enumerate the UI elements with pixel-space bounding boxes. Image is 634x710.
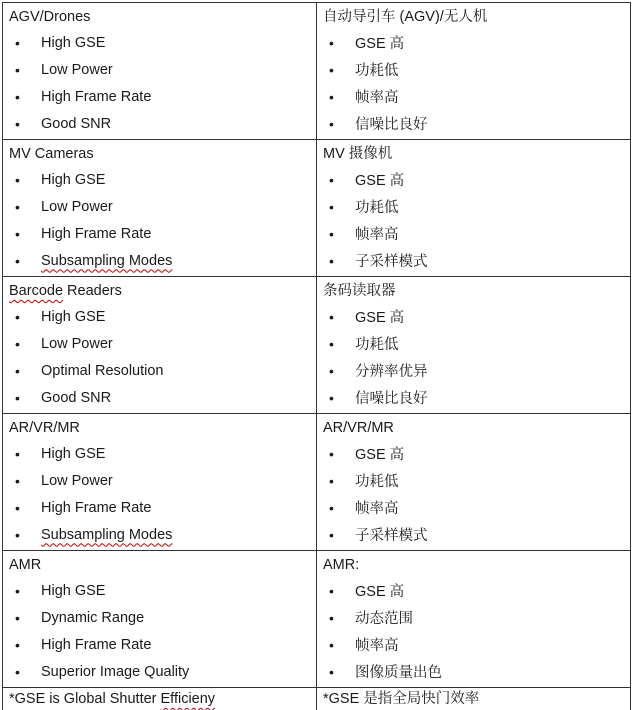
list-item — [9, 166, 310, 193]
list-item — [9, 247, 310, 274]
cell-mv-cameras-en — [3, 140, 317, 277]
bullet-text: 子采样模式 — [355, 254, 428, 270]
list-item — [323, 166, 624, 193]
bullet-text: High GSE — [41, 171, 106, 188]
bullet-text: Good SNR — [41, 115, 112, 132]
list-item — [9, 83, 310, 110]
list-item — [323, 330, 624, 357]
list-item — [323, 193, 624, 220]
bullet-icon: • — [15, 389, 20, 406]
list-item — [9, 494, 310, 521]
cell-agv-drones-zh — [317, 3, 631, 140]
bullet-icon: • — [15, 472, 20, 489]
bullet-icon: • — [329, 61, 334, 78]
bullet-icon: • — [329, 225, 334, 242]
bullet-text: High GSE — [41, 445, 106, 462]
list-item — [323, 440, 624, 467]
cell-ar-vr-mr-zh — [317, 414, 631, 551]
list-item — [323, 604, 624, 631]
table-row — [3, 414, 631, 551]
list-item — [9, 56, 310, 83]
cell-mv-cameras-zh — [317, 140, 631, 277]
bullet-icon: • — [329, 115, 334, 132]
bullet-text: Low Power — [41, 61, 113, 78]
row-header: 条码读取器 — [323, 283, 396, 299]
bullet-text: Low Power — [41, 335, 113, 352]
bullet-icon: • — [15, 499, 20, 516]
bullet-icon: • — [15, 636, 20, 653]
table-row — [3, 3, 631, 140]
list-item — [323, 83, 624, 110]
footnote-zh: *GSE 是指全局快门效率 — [317, 688, 631, 710]
bullet-icon: • — [329, 526, 334, 543]
bullet-icon: • — [329, 663, 334, 680]
bullet-text: Good SNR — [41, 389, 112, 406]
bullet-icon: • — [15, 61, 20, 78]
list-item — [9, 521, 310, 548]
bullet-text: High Frame Rate — [41, 225, 152, 242]
bullet-text: 帧率高 — [355, 227, 399, 243]
list-item — [323, 577, 624, 604]
footnote-text: *GSE is Global Shutter — [9, 691, 161, 707]
bullet-icon: • — [329, 308, 334, 325]
bullet-text: Low Power — [41, 198, 113, 215]
bullet-icon: • — [15, 445, 20, 462]
row-header — [9, 279, 310, 303]
list-item — [9, 604, 310, 631]
list-item — [323, 303, 624, 330]
bullet-icon: • — [329, 252, 334, 269]
bullet-icon: • — [15, 115, 20, 132]
bullet-icon: • — [329, 499, 334, 516]
cell-ar-vr-mr-en — [3, 414, 317, 551]
list-item — [9, 577, 310, 604]
footnote-row — [3, 688, 631, 710]
bullet-text: GSE 高 — [355, 447, 405, 463]
table-row — [3, 277, 631, 414]
list-item — [323, 494, 624, 521]
list-item — [9, 110, 310, 137]
bullet-icon: • — [15, 335, 20, 352]
list-item — [9, 440, 310, 467]
list-item — [9, 357, 310, 384]
bullet-icon: • — [15, 609, 20, 626]
bullet-icon: • — [329, 335, 334, 352]
list-item — [9, 467, 310, 494]
list-item — [323, 220, 624, 247]
bullet-text: Low Power — [41, 472, 113, 489]
bullet-text-misspelled: Subsampling Modes — [41, 526, 173, 543]
list-item — [323, 384, 624, 411]
list-item — [323, 467, 624, 494]
bullet-icon: • — [329, 445, 334, 462]
list-item — [323, 29, 624, 56]
bullet-icon: • — [15, 362, 20, 379]
bullet-icon: • — [15, 252, 20, 269]
bullet-text: High Frame Rate — [41, 88, 152, 105]
bullet-icon: • — [329, 582, 334, 599]
list-item — [9, 658, 310, 685]
bullet-icon: • — [329, 198, 334, 215]
bullet-icon: • — [15, 88, 20, 105]
cell-barcode-readers-en — [3, 277, 317, 414]
bullet-text: 功耗低 — [355, 337, 399, 353]
bullet-text: High Frame Rate — [41, 636, 152, 653]
list-item — [9, 631, 310, 658]
bullet-icon: • — [15, 308, 20, 325]
bullet-text: 信噪比良好 — [355, 391, 428, 407]
bullet-text: 图像质量出色 — [355, 665, 442, 681]
row-header: AMR: — [323, 557, 360, 573]
list-item — [323, 110, 624, 137]
footnote-en — [3, 688, 317, 710]
bullet-text: High GSE — [41, 308, 106, 325]
bullet-text: High GSE — [41, 34, 106, 51]
bullet-icon: • — [15, 582, 20, 599]
bullet-icon: • — [15, 663, 20, 680]
row-header: MV Cameras — [9, 146, 94, 162]
bullet-icon: • — [329, 389, 334, 406]
bullet-text: High Frame Rate — [41, 499, 152, 516]
bullet-icon: • — [15, 171, 20, 188]
comparison-table — [2, 2, 631, 710]
row-header: AMR — [9, 557, 42, 573]
cell-amr-en — [3, 551, 317, 688]
bullet-icon: • — [329, 88, 334, 105]
list-item — [323, 631, 624, 658]
bullet-icon: • — [329, 34, 334, 51]
bullet-icon: • — [329, 609, 334, 626]
list-item — [9, 29, 310, 56]
header-part: Readers — [63, 283, 122, 299]
bullet-icon: • — [15, 198, 20, 215]
bullet-icon: • — [329, 171, 334, 188]
bullet-text: GSE 高 — [355, 584, 405, 600]
bullet-icon: • — [15, 34, 20, 51]
bullet-icon: • — [329, 362, 334, 379]
list-item — [9, 220, 310, 247]
bullet-text: 帧率高 — [355, 90, 399, 106]
bullet-text: GSE 高 — [355, 173, 405, 189]
bullet-text: Dynamic Range — [41, 609, 145, 626]
bullet-text-misspelled: Subsampling Modes — [41, 252, 173, 269]
bullet-text: 功耗低 — [355, 200, 399, 216]
bullet-icon: • — [15, 225, 20, 242]
bullet-text: 帧率高 — [355, 501, 399, 517]
list-item — [323, 247, 624, 274]
bullet-text: GSE 高 — [355, 36, 405, 52]
cell-amr-zh — [317, 551, 631, 688]
bullet-text: 帧率高 — [355, 638, 399, 654]
table-row — [3, 140, 631, 277]
bullet-icon: • — [329, 636, 334, 653]
bullet-text: Optimal Resolution — [41, 362, 164, 379]
bullet-text: 信噪比良好 — [355, 117, 428, 133]
bullet-text: 功耗低 — [355, 63, 399, 79]
row-header: 自动导引车 (AGV)/无人机 — [323, 9, 488, 25]
list-item — [9, 330, 310, 357]
row-header: AGV/Drones — [9, 9, 91, 25]
bullet-text: GSE 高 — [355, 310, 405, 326]
footnote-text-misspelled: Efficieny — [160, 691, 216, 707]
bullet-icon: • — [329, 472, 334, 489]
bullet-icon: • — [15, 526, 20, 543]
bullet-text: Superior Image Quality — [41, 663, 190, 680]
list-item — [9, 384, 310, 411]
list-item — [9, 193, 310, 220]
header-part-misspelled: Barcode — [9, 283, 64, 299]
bullet-text: 子采样模式 — [355, 528, 428, 544]
cell-barcode-readers-zh — [317, 277, 631, 414]
list-item — [323, 521, 624, 548]
table-row — [3, 551, 631, 688]
list-item — [323, 658, 624, 685]
row-header: AR/VR/MR — [323, 420, 394, 436]
list-item — [323, 56, 624, 83]
bullet-text: High GSE — [41, 582, 106, 599]
row-header: MV 摄像机 — [323, 146, 393, 162]
row-header: AR/VR/MR — [9, 420, 80, 436]
bullet-text: 动态范围 — [355, 611, 413, 627]
cell-agv-drones-en — [3, 3, 317, 140]
bullet-text: 分辨率优异 — [355, 364, 428, 380]
list-item — [9, 303, 310, 330]
list-item — [323, 357, 624, 384]
bullet-text: 功耗低 — [355, 474, 399, 490]
